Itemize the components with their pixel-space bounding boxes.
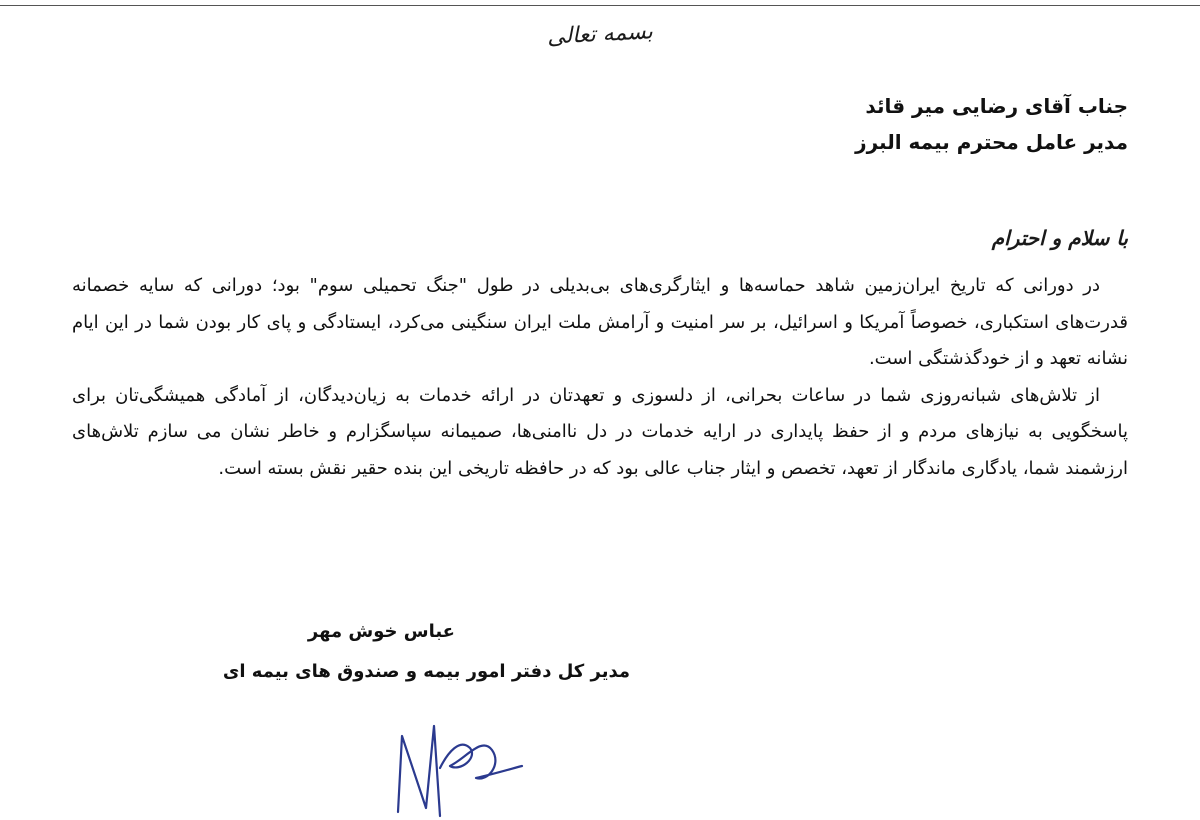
- handwritten-signature-icon: [390, 708, 530, 820]
- recipient-title: مدیر عامل محترم بیمه البرز: [855, 130, 1128, 154]
- recipient-block: [855, 88, 1128, 160]
- sender-block: [223, 612, 630, 692]
- greeting: با سلام و احترام: [991, 226, 1128, 250]
- sender-name: عباس خوش مهر: [307, 621, 455, 642]
- body-paragraph-1: در دورانی که تاریخ ایران‌زمین شاهد حماسه‌ها و ایثارگری‌های بی‌بدیلی در طول "جنگ تحمیلی سوم" بود؛ دورانی که سایه خصمانه قدرت‌های استکباری، خصوصاً آمریکا و اسرائیل، بر سر امنیت و آرامش ملت ایران سنگینی می‌کرد، ایستادگی و پای کار بودن شما در این ایام نشانه تعهد و از خودگذشتگی است.: [72, 275, 1128, 369]
- sender-title: مدیر کل دفتر امور بیمه و صندوق های بیمه ای: [222, 661, 630, 682]
- body-paragraph-2: از تلاش‌های شبانه‌روزی شما در ساعات بحرانی، از دلسوزی و تعهدتان در ارائه خدمات به زیان‌دیدگان، از آمادگی همیشگی‌تان برای پاسخگویی به نیازهای مردم و از حفظ پایداری در ارایه خدمات در دل ناامنی‌ها، صمیمانه سپاسگزارم و خاطر نشان می سازم تلاش‌های ارزشمند شما، یادگاری ماندگار از تعهد، تخصص و ایثار جناب عالی بود که در حافظه تاریخی این بنده حقیر نقش بسته است.: [72, 384, 1128, 479]
- recipient-name: جناب آقای رضایی میر قائد: [865, 94, 1128, 118]
- invocation-heading: بسمه تعالی: [546, 19, 654, 50]
- letter-body: [72, 268, 1128, 487]
